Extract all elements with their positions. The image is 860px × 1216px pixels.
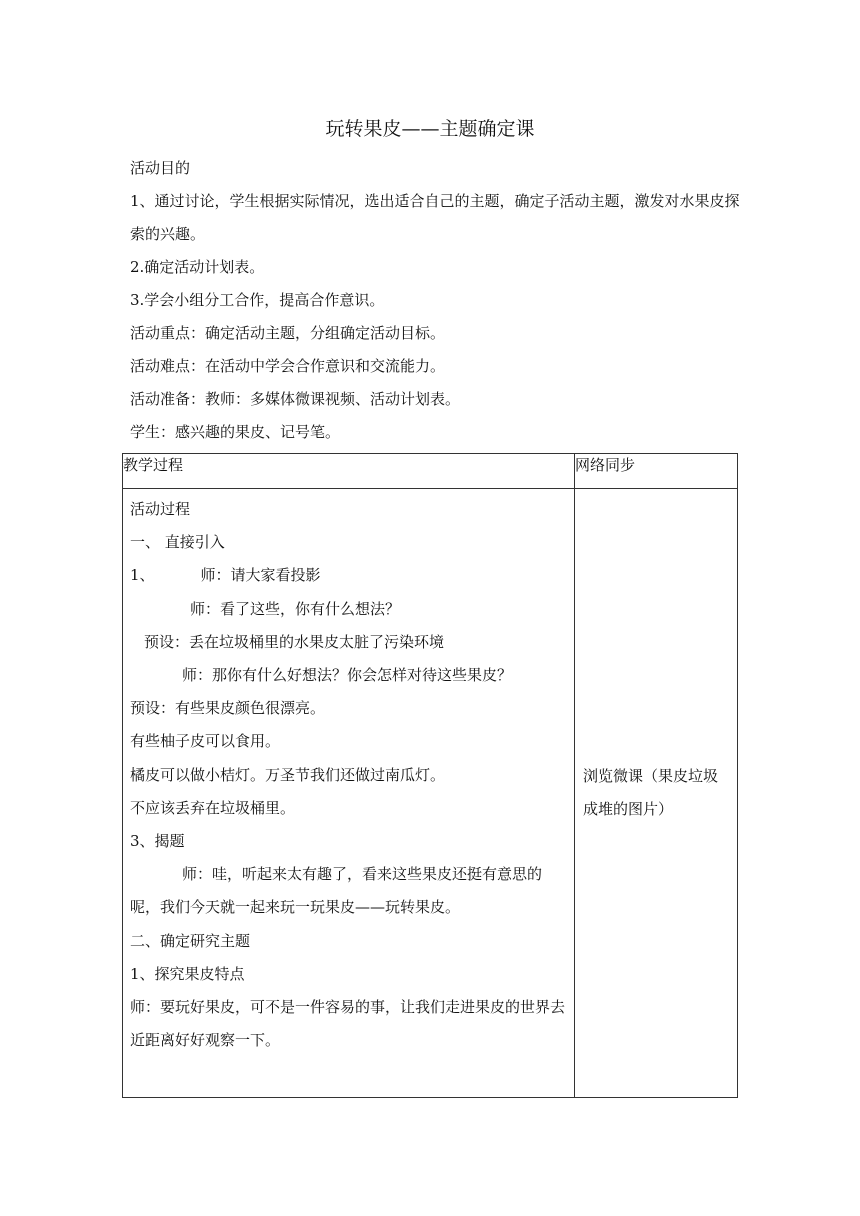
process-line: 师：看了这些，你有什么想法？ bbox=[190, 599, 401, 618]
objective-1: 1、通过讨论，学生根据实际情况，选出适合自己的主题，确定子活动主题，激发对水果皮探索的兴趣。 bbox=[130, 192, 740, 243]
process-line: 不应该丢弃在垃圾桶里。 bbox=[130, 798, 296, 817]
teacher-reveal: 师：哇，听起来太有趣了，看来这些果皮还挺有意思的呢，我们今天就一起来玩一玩果皮——玩转果皮。 bbox=[130, 865, 543, 917]
header-teaching-process: 教学过程 bbox=[123, 454, 575, 489]
process-line: 有些柚子皮可以食用。 bbox=[130, 732, 281, 751]
teacher-question: 师：那你有什么好想法？你会怎样对待这些果皮？ bbox=[182, 666, 513, 685]
process-line: 二、确定研究主题 bbox=[130, 931, 251, 950]
process-line: 1、探究果皮特点 bbox=[130, 964, 245, 983]
document-title: 玩转果皮——主题确定课 bbox=[325, 118, 535, 140]
objective-heading: 活动目的 bbox=[130, 159, 191, 177]
activity-preparation: 活动准备：教师：多媒体微课视频、活动计划表。 bbox=[130, 390, 461, 408]
lesson-table bbox=[122, 453, 738, 1098]
student-preparation: 学生：感兴趣的果皮、记号笔。 bbox=[130, 423, 341, 441]
table-header-row bbox=[123, 454, 738, 489]
objective-3: 3.学会小组分工合作，提高合作意识。 bbox=[130, 291, 385, 309]
process-line bbox=[130, 659, 567, 692]
process-line: 师：要玩好果皮，可不是一件容易的事，让我们走进果皮的世界去近距离好好观察一下。 bbox=[130, 998, 566, 1050]
process-line: 橘皮可以做小桔灯。万圣节我们还做过南瓜灯。 bbox=[130, 765, 446, 784]
teaching-process-cell bbox=[123, 489, 575, 1098]
activity-focus: 活动重点：确定活动主题，分组确定活动目标。 bbox=[130, 324, 446, 342]
header-network-sync: 网络同步 bbox=[575, 454, 738, 489]
intro-section bbox=[130, 152, 740, 449]
network-note: 浏览微课（果皮垃圾成堆的图片） bbox=[583, 767, 719, 818]
activity-difficulty: 活动难点：在活动中学会合作意识和交流能力。 bbox=[130, 357, 446, 375]
process-line: 活动过程 bbox=[130, 500, 191, 518]
process-line bbox=[130, 858, 567, 924]
table-body-row bbox=[123, 489, 738, 1098]
objective-2: 2.确定活动计划表。 bbox=[130, 258, 265, 276]
process-line bbox=[130, 559, 567, 592]
teacher-line: 师：请大家看投影 bbox=[200, 566, 321, 585]
process-line: 预设：有些果皮颜色很漂亮。 bbox=[130, 699, 326, 718]
step-number: 1、 bbox=[130, 566, 155, 585]
process-line: 预设：丢在垃圾桶里的水果皮太脏了污染环境 bbox=[144, 632, 445, 651]
process-line: 3、揭题 bbox=[130, 832, 185, 851]
network-sync-cell bbox=[575, 489, 738, 1098]
process-line: 一、 直接引入 bbox=[130, 533, 225, 552]
